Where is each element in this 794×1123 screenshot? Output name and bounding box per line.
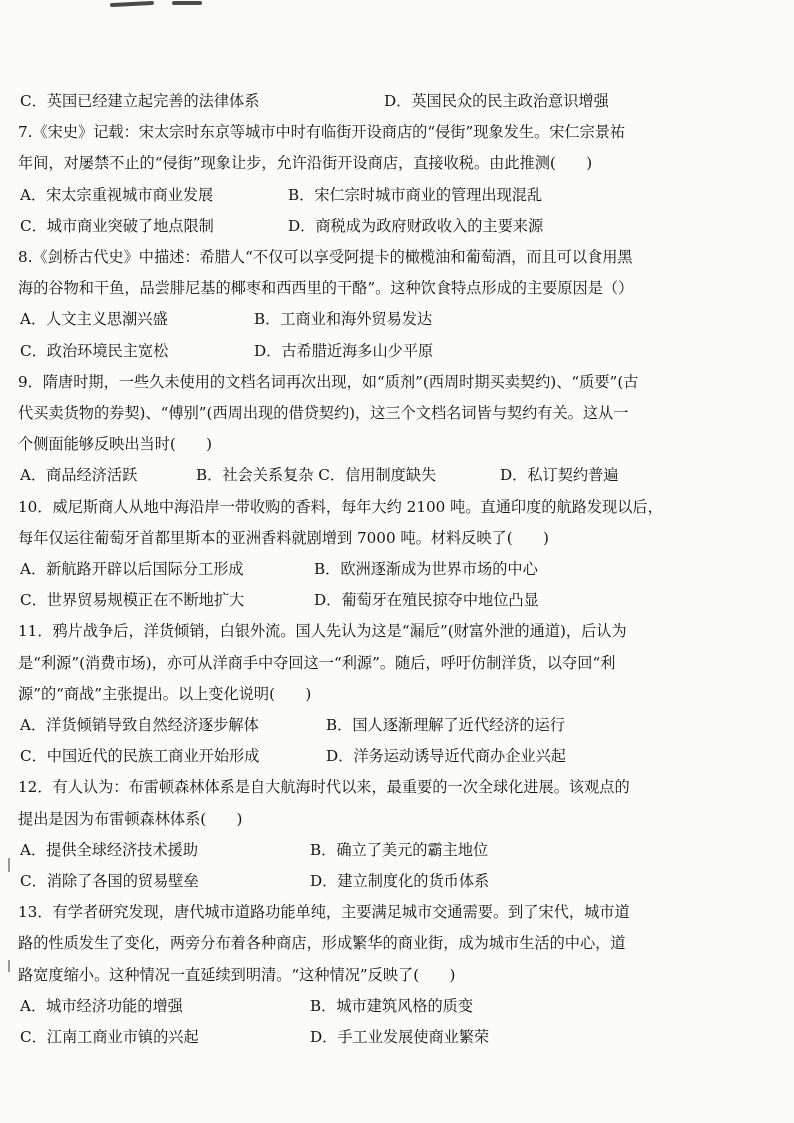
option-b[interactable]: B．城市建筑风格的质变 [310, 996, 474, 1015]
option-c[interactable]: C．世界贸易规模正在不断地扩大 [20, 591, 245, 610]
option-c[interactable]: C．城市商业突破了地点限制 [20, 216, 214, 235]
option-c[interactable]: C．英国已经建立起完善的法律体系 [20, 92, 260, 110]
options-row [18, 460, 778, 491]
option-d[interactable]: D．建立制度化的货币体系 [310, 871, 490, 890]
question-12 [18, 772, 778, 897]
question-text: 是“利源”(消费市场)，亦可从洋商手中夺回这一“利源”。随后，呼吁仿制洋货，以夺回“利 [18, 653, 616, 672]
question-text: 个侧面能够反映出当时( ) [18, 435, 213, 454]
question-text: 10．威尼斯商人从地中海沿岸一带收购的香料，每年大约 2100 吨。直通印度的航路发现以后， [18, 497, 663, 516]
option-a[interactable]: A．宋太宗重视城市商业发展 [20, 185, 214, 204]
question-10 [18, 492, 778, 617]
question-text: 8.《剑桥古代史》中描述：希腊人“不仅可以享受阿提卡的橄榄油和葡萄酒，而且可以食用黑 [18, 247, 633, 266]
question-13 [18, 897, 778, 1053]
question-text: 源”的“商战”主张提出。以上变化说明( ) [18, 684, 312, 703]
question-text: 提出是因为布雷顿森林体系( ) [18, 809, 243, 828]
option-a[interactable]: A．人文主义思潮兴盛 [20, 310, 168, 329]
question-8 [18, 242, 778, 367]
options-row [18, 211, 778, 242]
option-c[interactable]: C．消除了各国的贸易壁垒 [20, 871, 199, 890]
question-11 [18, 616, 778, 772]
options-row [18, 741, 778, 772]
question-text: 7.《宋史》记载：宋太宗时东京等城市中时有临街开设商店的“侵街”现象发生。宋仁宗景祐 [18, 123, 626, 142]
scan-artifact [8, 858, 10, 872]
question-text: 路宽度缩小。这种情况一直延续到明清。“这种情况”反映了( ) [18, 965, 456, 984]
question-6-options [18, 86, 778, 117]
options-row [18, 991, 778, 1022]
options-row [18, 336, 778, 367]
option-a[interactable]: A．商品经济活跃 [20, 466, 138, 485]
options-row [18, 304, 778, 335]
question-text: 海的谷物和干鱼，品尝腓尼基的椰枣和西西里的干酪”。这种饮食特点形成的主要原因是（） [18, 279, 634, 298]
options-row [18, 554, 778, 585]
scan-artifact [172, 1, 202, 5]
options-row [18, 1022, 778, 1053]
option-c[interactable]: C．政治环境民主宽松 [20, 341, 169, 360]
option-d[interactable]: D．古希腊近海多山少平原 [254, 341, 434, 360]
option-c[interactable]: C．江南工商业市镇的兴起 [20, 1027, 199, 1046]
option-d[interactable]: D．商税成为政府财政收入的主要来源 [288, 216, 544, 235]
option-b-c[interactable]: B．社会关系复杂 C．信用制度缺失 [196, 466, 437, 485]
question-9 [18, 367, 778, 492]
question-text: 11．鸦片战争后，洋货倾销，白银外流。国人先认为这是“漏卮”(财富外泄的通道)，后认为 [18, 622, 627, 641]
options-row [18, 585, 778, 616]
option-b[interactable]: B．工商业和海外贸易发达 [254, 310, 433, 329]
option-d[interactable]: D．私订契约普遍 [500, 466, 619, 485]
option-b[interactable]: B．国人逐渐理解了近代经济的运行 [326, 715, 565, 734]
options-row [18, 180, 778, 211]
option-b[interactable]: B．宋仁宗时城市商业的管理出现混乱 [288, 185, 543, 204]
option-c[interactable]: C．中国近代的民族工商业开始形成 [20, 747, 260, 766]
scan-artifact [110, 1, 154, 7]
question-7 [18, 117, 778, 242]
options-row [18, 835, 778, 866]
option-b[interactable]: B．欧洲逐渐成为世界市场的中心 [314, 559, 538, 578]
scan-artifact [8, 960, 10, 972]
option-b[interactable]: B．确立了美元的霸主地位 [310, 840, 489, 859]
option-d[interactable]: D．英国民众的民主政治意识增强 [384, 92, 609, 110]
question-text: 13．有学者研究发现，唐代城市道路功能单纯，主要满足城市交通需要。到了宋代，城市道 [18, 903, 630, 922]
question-text: 路的性质发生了变化，两旁分布着各种商店，形成繁华的商业街，成为城市生活的中心，道 [18, 934, 626, 953]
option-a[interactable]: A．提供全球经济技术援助 [20, 840, 199, 859]
option-a[interactable]: A．洋货倾销导致自然经济逐步解体 [20, 715, 259, 734]
option-d[interactable]: D．葡萄牙在殖民掠夺中地位凸显 [314, 591, 539, 610]
question-text: 每年仅运往葡萄牙首都里斯本的亚洲香料就剧增到 7000 吨。材料反映了( ) [18, 528, 549, 547]
option-a[interactable]: A．城市经济功能的增强 [20, 996, 183, 1015]
option-d[interactable]: D．洋务运动诱导近代商办企业兴起 [326, 747, 566, 766]
question-text: 9．隋唐时期，一些久未使用的文档名词再次出现，如“质剂”(西周时期买卖契约)、“质要”(古 [18, 372, 639, 391]
question-text: 年间，对屡禁不止的“侵街”现象让步，允许沿街开设商店，直接收税。由此推测( ) [18, 154, 593, 173]
exam-page [18, 86, 778, 1053]
question-text: 12．有人认为：布雷顿森林体系是自大航海时代以来，最重要的一次全球化进展。该观点的 [18, 778, 630, 797]
option-d[interactable]: D．手工业发展使商业繁荣 [310, 1027, 490, 1046]
options-row [18, 710, 778, 741]
question-text: 代买卖货物的券契)、“傅别”(西周出现的借贷契约)，这三个文档名词皆与契约有关。这从一 [18, 403, 629, 422]
option-a[interactable]: A．新航路开辟以后国际分工形成 [20, 559, 244, 578]
options-row [18, 866, 778, 897]
